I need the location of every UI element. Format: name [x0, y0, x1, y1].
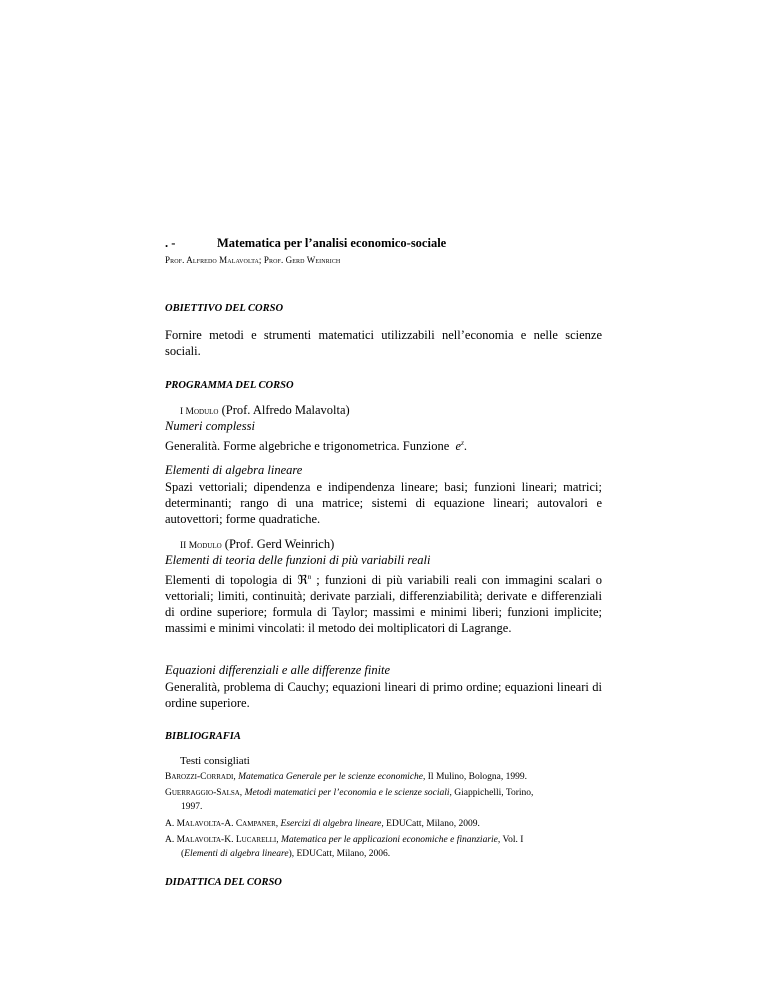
topic-algebra-lineare-title: Elementi di algebra lineare [165, 463, 303, 477]
course-number: . - [165, 236, 176, 250]
modulo-1-prof: (Prof. Alfredo Malavolta) [221, 403, 350, 417]
topic-numeri-complessi-title: Numeri complessi [165, 419, 255, 433]
bib-item-4: A. Malavolta-K. Lucarelli, Matematica per le applicazioni economiche e finanziarie, Vol. I (Elementi di algebra lineare), EDUCatt, Milano, 2006. [165, 835, 524, 859]
bib-item-3: A. Malavolta-A. Campaner, Esercizi di algebra lineare, EDUCatt, Milano, 2009. [165, 819, 480, 829]
topic-numeri-complessi-text: Generalità. Forme algebriche e trigonometrica. Funzione $e^z$. [165, 439, 467, 454]
bibliografia-heading: BIBLIOGRAFIA [165, 731, 241, 742]
topic-equazioni-text: Generalità, problema di Cauchy; equazioni lineari di primo ordine; equazioni lineari di ordine superiore. [165, 680, 602, 710]
modulo-2-label: II Modulo [180, 541, 222, 551]
modulo-1-line [180, 403, 350, 418]
modulo-2-line [180, 537, 334, 552]
programma-heading: PROGRAMMA DEL CORSO [165, 380, 294, 391]
course-professors: Prof. Alfredo Malavolta; Prof. Gerd Weinrich [165, 255, 341, 265]
bib-item-2: Guerraggio-Salsa, Metodi matematici per l’economia e le scienze sociali, Giappichelli, Torino, 1997. [165, 788, 534, 812]
modulo-2-prof: (Prof. Gerd Weinrich) [224, 537, 335, 551]
topic-funzioni-title: Elementi di teoria delle funzioni di più variabili reali [165, 553, 431, 567]
course-title-line [165, 236, 446, 251]
modulo-1-label: I Modulo [180, 407, 219, 417]
obiettivo-heading: OBIETTIVO DEL CORSO [165, 303, 284, 314]
topic-equazioni-title: Equazioni differenziali e alle differenze finite [165, 663, 391, 677]
bib-item-1: Barozzi-Corradi, Matematica Generale per le scienze economiche, Il Mulino, Bologna, 1999. [165, 772, 527, 782]
course-title: Matematica per l’analisi economico-sociale [217, 236, 447, 250]
topic-algebra-lineare-text: Spazi vettoriali; dipendenza e indipendenza lineare; basi; funzioni lineari; matrici; determinanti; rango di una matrice; sistemi di equazione lineari; autovalori e autovettori; forme quadratiche. [165, 480, 602, 526]
bibliografia-label: Testi consigliati [180, 755, 250, 767]
obiettivo-text: Fornire metodi e strumenti matematici utilizzabili nell’economia e nelle scienze sociali. [165, 328, 602, 358]
topic-funzioni-text: Elementi di topologia di ℜ$^n$ ; funzioni di più variabili reali con immagini scalari o vettoriali; limiti, continuità; derivate parziali, differenziabilità; derivate e differenziali di ordine superiore; formula di Taylor; massimi e minimi liberi; funzioni implicite; massimi e minimi vincolati: il metodo dei moltiplicatori di Lagrange. [165, 572, 603, 636]
didattica-heading: DIDATTICA DEL CORSO [165, 877, 282, 888]
